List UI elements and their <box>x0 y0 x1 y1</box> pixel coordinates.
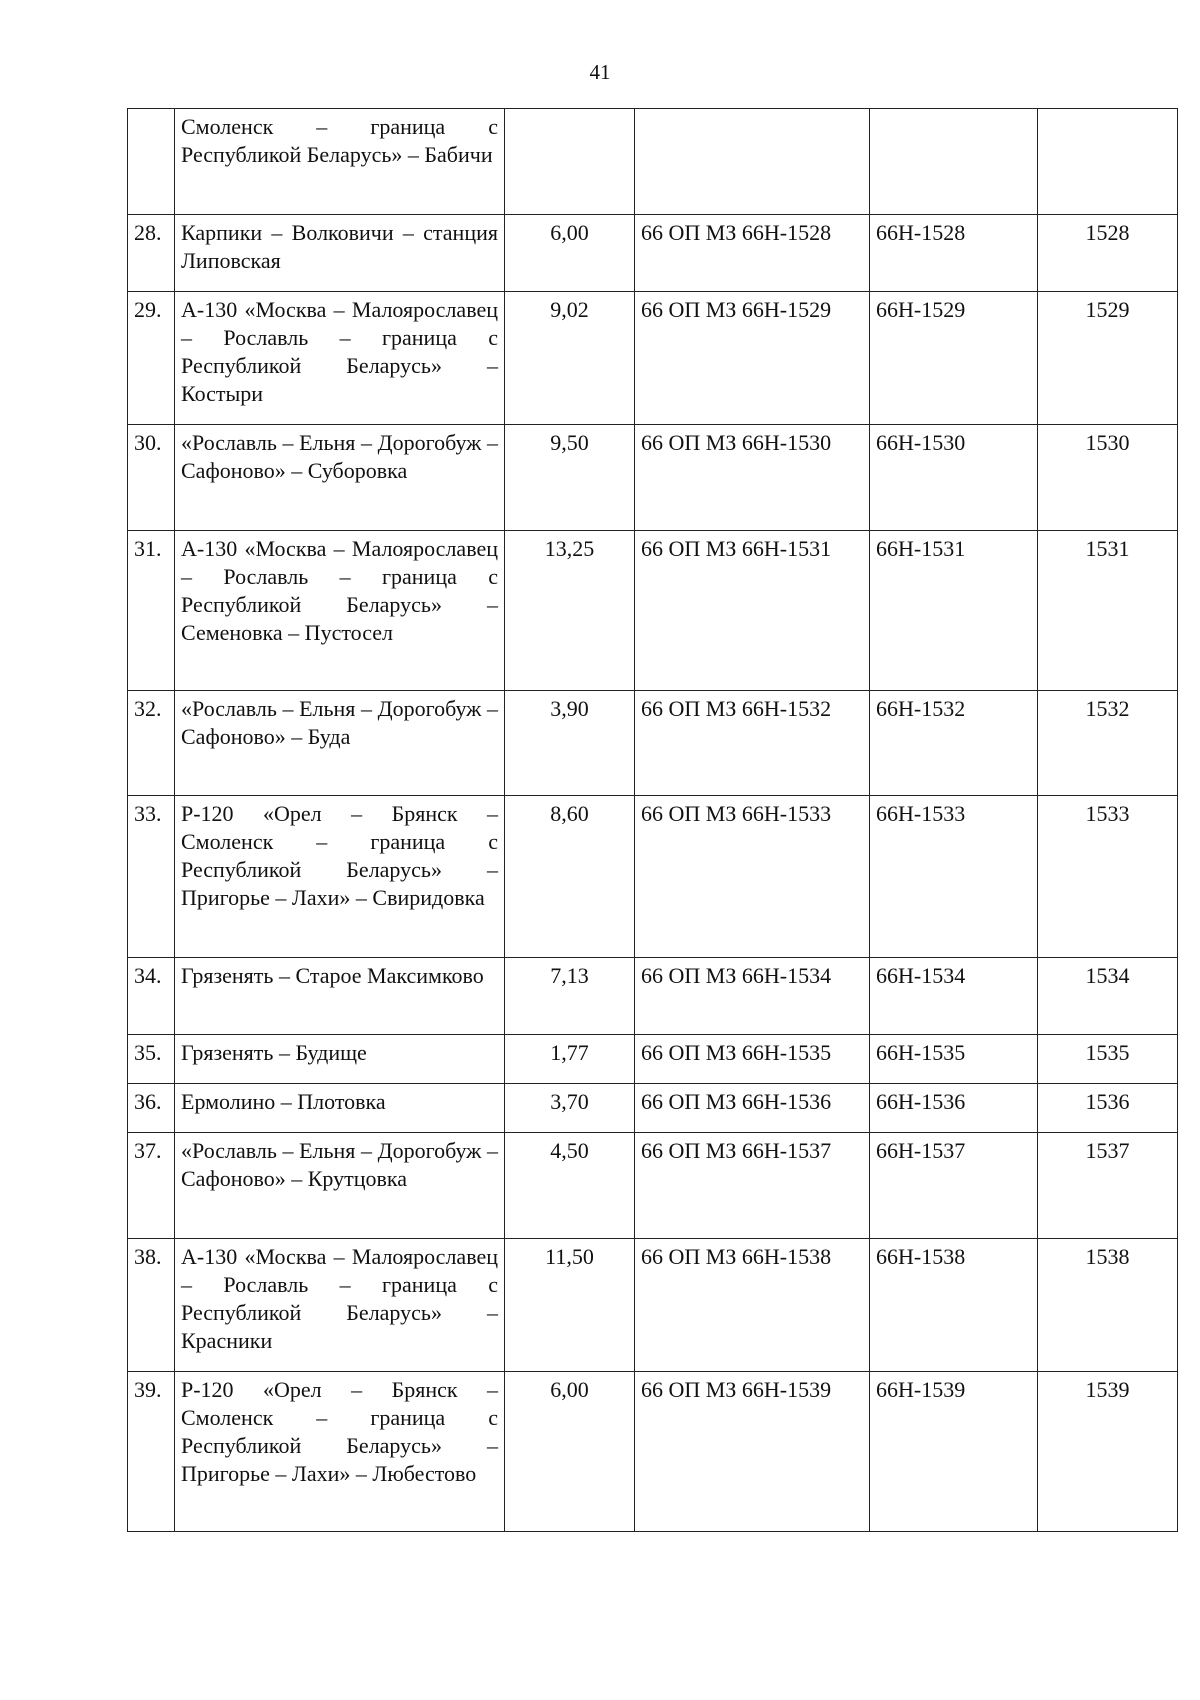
road-short-number <box>1038 109 1178 215</box>
road-identifier: 66 ОП МЗ 66Н-1538 <box>635 1239 870 1372</box>
road-identifier: 66 ОП МЗ 66Н-1539 <box>635 1372 870 1532</box>
road-name: Карпики – Волковичи – станция Липовская <box>175 215 505 292</box>
row-number: 39. <box>128 1372 175 1532</box>
road-short-number: 1531 <box>1038 531 1178 691</box>
road-short-number: 1530 <box>1038 425 1178 531</box>
road-identifier: 66 ОП МЗ 66Н-1537 <box>635 1133 870 1239</box>
road-length <box>505 109 635 215</box>
road-name: А-130 «Москва – Малоярославец – Рославль – граница с Республикой Беларусь» – Костыри <box>175 292 505 425</box>
road-short-number: 1536 <box>1038 1084 1178 1133</box>
road-registry-table <box>127 108 1178 1532</box>
road-short-number: 1538 <box>1038 1239 1178 1372</box>
road-name: Ермолино – Плотовка <box>175 1084 505 1133</box>
road-code <box>870 109 1038 215</box>
row-number: 30. <box>128 425 175 531</box>
table-row <box>128 1035 1178 1084</box>
road-length: 4,50 <box>505 1133 635 1239</box>
row-number: 34. <box>128 958 175 1035</box>
road-identifier: 66 ОП МЗ 66Н-1532 <box>635 691 870 796</box>
row-number: 37. <box>128 1133 175 1239</box>
road-code: 66Н-1533 <box>870 796 1038 958</box>
table-row <box>128 531 1178 691</box>
road-code: 66Н-1539 <box>870 1372 1038 1532</box>
table-row <box>128 109 1178 215</box>
table-row <box>128 215 1178 292</box>
page-number: 41 <box>589 60 611 84</box>
road-identifier: 66 ОП МЗ 66Н-1536 <box>635 1084 870 1133</box>
road-name: А-130 «Москва – Малоярославец – Рославль – граница с Республикой Беларусь» – Семеновка – Пустосел <box>175 531 505 691</box>
road-short-number: 1534 <box>1038 958 1178 1035</box>
road-identifier: 66 ОП МЗ 66Н-1531 <box>635 531 870 691</box>
road-short-number: 1529 <box>1038 292 1178 425</box>
road-code: 66Н-1534 <box>870 958 1038 1035</box>
road-identifier: 66 ОП МЗ 66Н-1533 <box>635 796 870 958</box>
table-row <box>128 292 1178 425</box>
road-code: 66Н-1535 <box>870 1035 1038 1084</box>
road-length: 13,25 <box>505 531 635 691</box>
road-identifier <box>635 109 870 215</box>
road-short-number: 1539 <box>1038 1372 1178 1532</box>
row-number <box>128 109 175 215</box>
road-name: Смоленск – граница с Республикой Беларусь» – Бабичи <box>175 109 505 215</box>
table-row <box>128 691 1178 796</box>
table-row <box>128 1084 1178 1133</box>
table-row <box>128 1239 1178 1372</box>
road-short-number: 1533 <box>1038 796 1178 958</box>
road-length: 3,70 <box>505 1084 635 1133</box>
road-name: «Рославль – Ельня – Дорогобуж – Сафоново» – Крутцовка <box>175 1133 505 1239</box>
road-length: 6,00 <box>505 215 635 292</box>
row-number: 35. <box>128 1035 175 1084</box>
road-name: Грязенять – Будище <box>175 1035 505 1084</box>
row-number: 31. <box>128 531 175 691</box>
road-short-number: 1528 <box>1038 215 1178 292</box>
road-name: «Рославль – Ельня – Дорогобуж – Сафоново» – Суборовка <box>175 425 505 531</box>
table-row <box>128 958 1178 1035</box>
table-row <box>128 796 1178 958</box>
road-name: Грязенять – Старое Максимково <box>175 958 505 1035</box>
road-identifier: 66 ОП МЗ 66Н-1530 <box>635 425 870 531</box>
row-number: 36. <box>128 1084 175 1133</box>
road-length: 7,13 <box>505 958 635 1035</box>
table-row <box>128 1372 1178 1532</box>
road-length: 8,60 <box>505 796 635 958</box>
road-short-number: 1537 <box>1038 1133 1178 1239</box>
road-identifier: 66 ОП МЗ 66Н-1529 <box>635 292 870 425</box>
road-identifier: 66 ОП МЗ 66Н-1534 <box>635 958 870 1035</box>
road-name: «Рославль – Ельня – Дорогобуж – Сафоново» – Буда <box>175 691 505 796</box>
road-code: 66Н-1536 <box>870 1084 1038 1133</box>
road-short-number: 1532 <box>1038 691 1178 796</box>
road-name: А-130 «Москва – Малоярославец – Рославль – граница с Республикой Беларусь» – Красники <box>175 1239 505 1372</box>
road-short-number: 1535 <box>1038 1035 1178 1084</box>
row-number: 29. <box>128 292 175 425</box>
road-code: 66Н-1532 <box>870 691 1038 796</box>
road-length: 9,50 <box>505 425 635 531</box>
row-number: 33. <box>128 796 175 958</box>
row-number: 38. <box>128 1239 175 1372</box>
road-length: 9,02 <box>505 292 635 425</box>
table-row <box>128 1133 1178 1239</box>
road-code: 66Н-1531 <box>870 531 1038 691</box>
road-name: Р-120 «Орел – Брянск – Смоленск – граница с Республикой Беларусь» – Пригорье – Лахи» – Любестово <box>175 1372 505 1532</box>
road-code: 66Н-1537 <box>870 1133 1038 1239</box>
road-name: Р-120 «Орел – Брянск – Смоленск – граница с Республикой Беларусь» – Пригорье – Лахи» – Свиридовка <box>175 796 505 958</box>
row-number: 32. <box>128 691 175 796</box>
road-identifier: 66 ОП МЗ 66Н-1535 <box>635 1035 870 1084</box>
road-length: 3,90 <box>505 691 635 796</box>
road-length: 1,77 <box>505 1035 635 1084</box>
road-identifier: 66 ОП МЗ 66Н-1528 <box>635 215 870 292</box>
road-code: 66Н-1538 <box>870 1239 1038 1372</box>
road-code: 66Н-1528 <box>870 215 1038 292</box>
road-code: 66Н-1529 <box>870 292 1038 425</box>
road-length: 6,00 <box>505 1372 635 1532</box>
road-code: 66Н-1530 <box>870 425 1038 531</box>
row-number: 28. <box>128 215 175 292</box>
table-row <box>128 425 1178 531</box>
road-length: 11,50 <box>505 1239 635 1372</box>
